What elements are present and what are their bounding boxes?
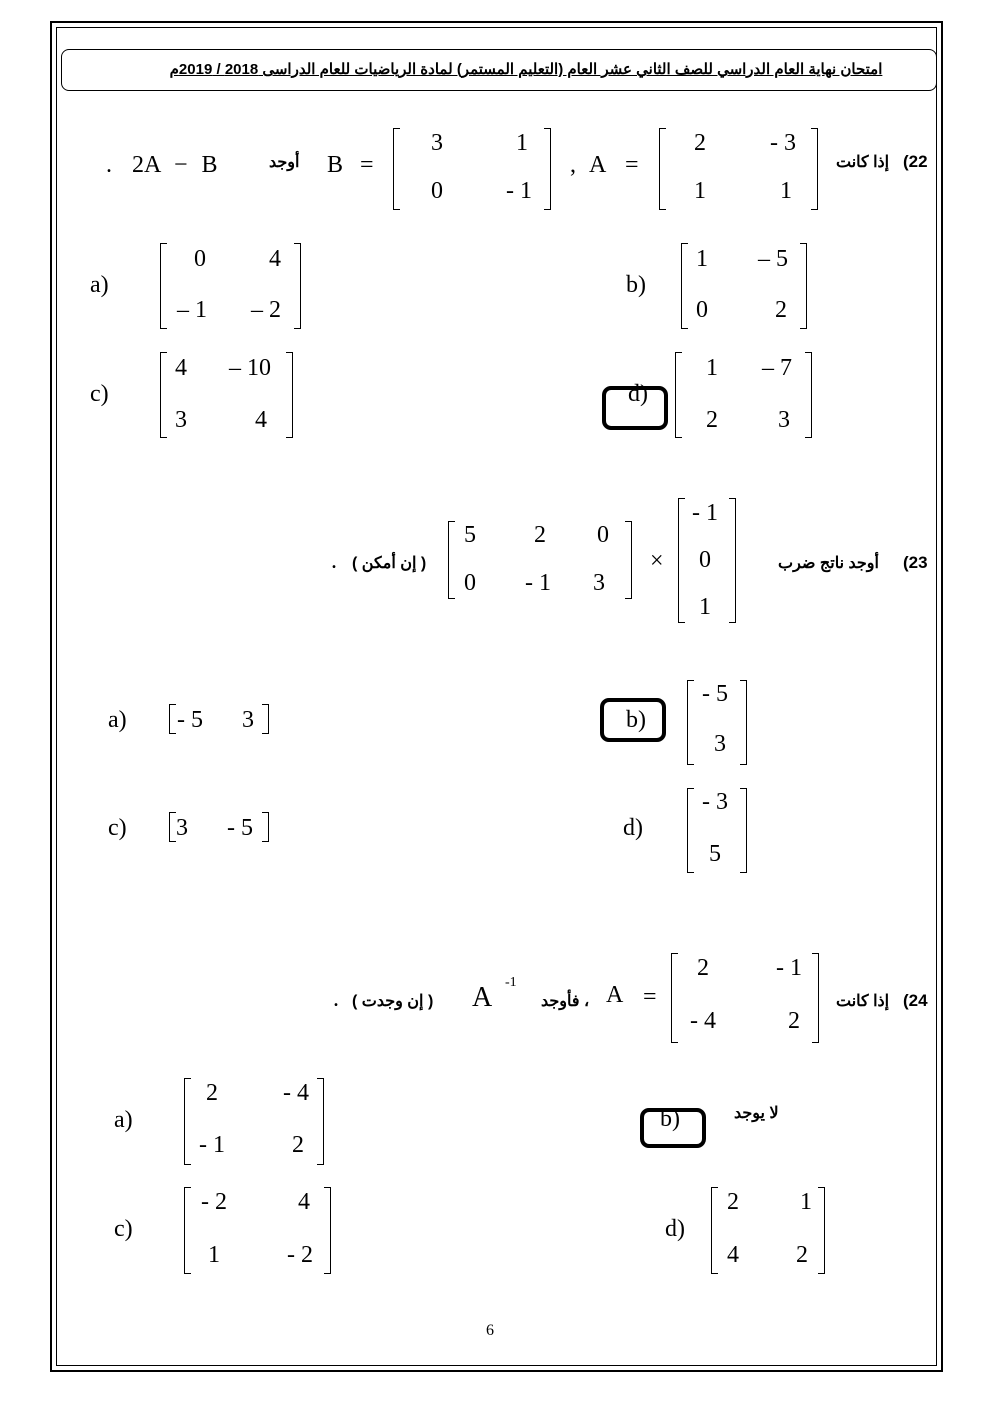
q23-mat-bracket-left <box>448 521 455 599</box>
q23-dot: . <box>331 548 337 574</box>
q24-a-cell: 2 <box>206 1080 218 1106</box>
q24-c-cell: 4 <box>298 1189 310 1215</box>
q24-A-label: A <box>606 982 624 1008</box>
q22-number: 22) <box>903 152 928 171</box>
q22-A-cell: 1 <box>694 178 706 204</box>
q23-number: 23) <box>903 553 928 572</box>
q23-c-cell: - 5 <box>227 815 253 841</box>
q24-d-cell: 2 <box>727 1189 739 1215</box>
q23-col-bracket-left <box>678 498 685 623</box>
q23-a-bracket-right <box>262 704 269 734</box>
q22-option-d-label[interactable]: d) <box>628 381 648 407</box>
q22-B-label: B <box>327 152 344 178</box>
q23-a-bracket-left <box>169 704 176 734</box>
q23-text: أوجد ناتج ضرب <box>778 555 879 572</box>
q22-dot: . <box>106 152 112 178</box>
q22-a-cell: – 2 <box>251 297 281 323</box>
q22-option-a-label[interactable]: a) <box>90 272 109 298</box>
q22-d-cell: 2 <box>706 407 718 433</box>
q23-mat-cell: 0 <box>464 570 476 596</box>
q24-a-bracket-left <box>184 1078 191 1165</box>
q23-b-bracket-right <box>740 680 747 765</box>
q22-eq2: = <box>360 152 374 178</box>
q24-dot: . <box>333 986 339 1012</box>
q24-A-cell: - 1 <box>776 955 802 981</box>
q22-A-bracket-left <box>659 128 666 210</box>
q22-B-bracket-right <box>544 128 551 210</box>
q22-b-bracket-right <box>800 243 807 329</box>
q22-c-cell: 3 <box>175 407 187 433</box>
q22-a-cell: 4 <box>269 246 281 272</box>
q22-a-cell: 0 <box>194 246 206 272</box>
q23-mat-cell: 5 <box>464 522 476 548</box>
q24-inverse-base: A <box>472 982 493 1013</box>
q22-find-text: أوجد <box>269 154 300 171</box>
q22-c-cell: – 10 <box>229 355 271 381</box>
q24-if-text: إذا كانت <box>836 993 890 1010</box>
q23-c-cell: 3 <box>176 815 188 841</box>
q24-a-cell: 2 <box>292 1132 304 1158</box>
q24-number: 24) <box>903 991 928 1010</box>
q24-c-bracket-left <box>184 1187 191 1274</box>
q22-if-text: إذا كانت <box>836 154 890 171</box>
q24-c-bracket-right <box>324 1187 331 1274</box>
q24-c-cell: - 2 <box>287 1242 313 1268</box>
q24-A-bracket-right <box>812 953 819 1043</box>
page-border-inner <box>56 27 937 1366</box>
q24-find-text: ، فأوجد <box>541 993 590 1010</box>
q24-option-b-text: لا يوجد <box>734 1105 779 1122</box>
q22-c-bracket-left <box>160 352 167 438</box>
q22-A-cell: - 3 <box>770 130 796 156</box>
q23-d-bracket-right <box>740 788 747 873</box>
q24-option-c-label[interactable]: c) <box>114 1216 133 1242</box>
q22-b-bracket-left <box>681 243 688 329</box>
q23-d-cell: - 3 <box>702 789 728 815</box>
q22-expression: 2A − B <box>132 152 218 178</box>
q22-d-cell: 3 <box>778 407 790 433</box>
q23-mat-cell: 0 <box>597 522 609 548</box>
q23-answer-mark <box>600 698 666 742</box>
q24-a-cell: - 1 <box>199 1132 225 1158</box>
q22-b-cell: 1 <box>696 246 708 272</box>
q23-d-bracket-left <box>687 788 694 873</box>
q23-b-bracket-left <box>687 680 694 765</box>
q23-col-bracket-right <box>729 498 736 623</box>
q24-d-bracket-right <box>818 1187 825 1274</box>
q24-A-cell: 2 <box>697 955 709 981</box>
q22-d-bracket-right <box>805 352 812 438</box>
q23-c-bracket-right <box>262 812 269 842</box>
q22-A-cell: 1 <box>780 178 792 204</box>
q22-eq1: = <box>625 152 639 178</box>
q24-a-cell: - 4 <box>283 1080 309 1106</box>
q23-col-cell: - 1 <box>692 500 718 526</box>
q23-b-cell: 3 <box>714 731 726 757</box>
q24-option-b-label[interactable]: b) <box>660 1106 680 1132</box>
q22-B-cell: 0 <box>431 178 443 204</box>
q23-col-cell: 0 <box>699 547 711 573</box>
q23-if-possible: ( إن أمكن ) <box>352 555 427 572</box>
q23-a-cell: 3 <box>242 707 254 733</box>
q23-a-cell: - 5 <box>177 707 203 733</box>
q24-eq: = <box>643 984 657 1010</box>
q22-c-cell: 4 <box>255 407 267 433</box>
q22-option-c-label[interactable]: c) <box>90 381 109 407</box>
q24-if-exists: ( إن وجدت ) <box>352 993 434 1010</box>
q22-c-bracket-right <box>286 352 293 438</box>
q23-option-b-label[interactable]: b) <box>626 707 646 733</box>
q23-b-cell: - 5 <box>702 681 728 707</box>
q24-d-cell: 4 <box>727 1242 739 1268</box>
q23-d-cell: 5 <box>709 841 721 867</box>
q24-d-bracket-left <box>711 1187 718 1274</box>
q23-mat-cell: 3 <box>593 570 605 596</box>
q22-A-bracket-right <box>811 128 818 210</box>
q22-option-b-label[interactable]: b) <box>626 272 646 298</box>
q22-B-cell: - 1 <box>506 178 532 204</box>
q24-c-cell: 1 <box>208 1242 220 1268</box>
q24-a-bracket-right <box>317 1078 324 1165</box>
q24-option-d-label[interactable]: d) <box>665 1216 685 1242</box>
q23-col-cell: 1 <box>699 594 711 620</box>
q24-inverse-exponent: -1 <box>505 975 517 990</box>
q23-mat-cell: - 1 <box>525 570 551 596</box>
q24-A-cell: - 4 <box>690 1008 716 1034</box>
q24-A-cell: 2 <box>788 1008 800 1034</box>
q22-B-bracket-left <box>393 128 400 210</box>
page-title: امتحان نهاية العام الدراسي للصف الثاني عشر العام (التعليم المستمر) لمادة الرياضيات للعام الدراسى 2018 / 2019م <box>169 61 883 78</box>
q24-d-cell: 2 <box>796 1242 808 1268</box>
page-number: 6 <box>486 1322 494 1339</box>
q23-option-d-label[interactable]: d) <box>623 815 643 841</box>
q22-b-cell: 0 <box>696 297 708 323</box>
q22-d-bracket-left <box>675 352 682 438</box>
q23-times: × <box>650 548 664 574</box>
q22-a-bracket-right <box>294 243 301 329</box>
q24-c-cell: - 2 <box>201 1189 227 1215</box>
q23-c-bracket-left <box>169 812 176 842</box>
q24-d-cell: 1 <box>800 1189 812 1215</box>
q24-A-bracket-left <box>671 953 678 1043</box>
q23-mat-bracket-right <box>625 521 632 599</box>
q22-a-cell: – 1 <box>177 297 207 323</box>
q22-d-cell: 1 <box>706 355 718 381</box>
q23-mat-cell: 2 <box>534 522 546 548</box>
q22-B-cell: 3 <box>431 130 443 156</box>
q23-option-a-label[interactable]: a) <box>108 707 127 733</box>
q22-d-cell: – 7 <box>762 355 792 381</box>
q22-b-cell: – 5 <box>758 246 788 272</box>
q24-option-a-label[interactable]: a) <box>114 1107 133 1133</box>
q22-comma: , <box>570 152 576 178</box>
q22-b-cell: 2 <box>775 297 787 323</box>
q22-a-bracket-left <box>160 243 167 329</box>
q22-A-label: A <box>589 152 607 178</box>
q22-c-cell: 4 <box>175 355 187 381</box>
q23-option-c-label[interactable]: c) <box>108 815 127 841</box>
q22-B-cell: 1 <box>516 130 528 156</box>
q22-A-cell: 2 <box>694 130 706 156</box>
q22-answer-mark <box>602 386 668 430</box>
